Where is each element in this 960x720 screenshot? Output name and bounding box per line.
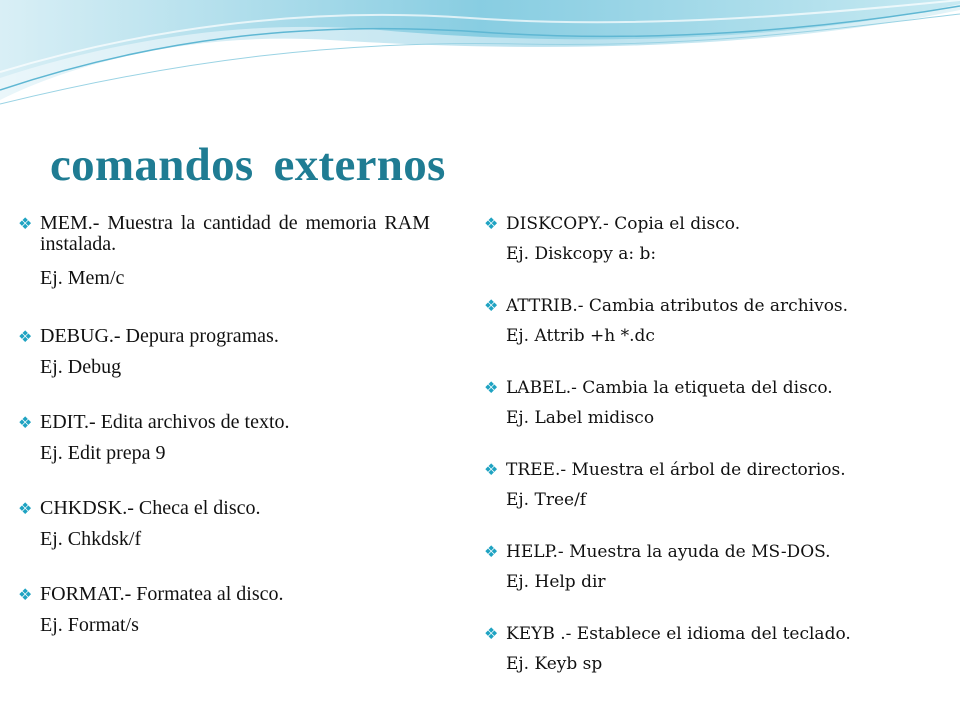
command-description: KEYB .- Establece el idioma del teclado. bbox=[506, 624, 851, 644]
command-description: ATTRIB.- Cambia atributos de archivos. bbox=[506, 296, 849, 316]
list-item bbox=[18, 584, 430, 637]
command-example: Ej. Edit prepa 9 bbox=[40, 442, 166, 464]
slide-title: comandos externos bbox=[50, 139, 446, 191]
list-item bbox=[18, 498, 430, 551]
list-item bbox=[484, 459, 954, 511]
command-description: HELP.- Muestra la ayuda de MS-DOS. bbox=[506, 542, 831, 562]
diamond-bullet-icon: ❖ bbox=[484, 624, 499, 643]
command-example: Ej. Keyb sp bbox=[506, 654, 603, 674]
command-description: DISKCOPY.- Copia el disco. bbox=[506, 214, 741, 234]
list-item bbox=[484, 623, 954, 675]
command-example: Ej. Diskcopy a: b: bbox=[506, 244, 657, 264]
list-item bbox=[18, 412, 430, 465]
command-example: Ej. Tree/f bbox=[506, 490, 587, 510]
command-description: LABEL.- Cambia la etiqueta del disco. bbox=[506, 378, 833, 398]
list-item bbox=[484, 295, 954, 347]
diamond-bullet-icon: ❖ bbox=[484, 460, 499, 479]
command-description: CHKDSK.- Checa el disco. bbox=[40, 497, 261, 519]
command-description: MEM.- Muestra la cantidad de memoria RAM instalada. bbox=[40, 212, 430, 255]
command-example: Ej. Attrib +h *.dc bbox=[506, 326, 655, 346]
diamond-bullet-icon: ❖ bbox=[18, 327, 33, 346]
diamond-bullet-icon: ❖ bbox=[484, 542, 499, 561]
left-command-list bbox=[18, 213, 430, 670]
diamond-bullet-icon: ❖ bbox=[18, 499, 33, 518]
diamond-bullet-icon: ❖ bbox=[18, 214, 33, 233]
diamond-bullet-icon: ❖ bbox=[484, 214, 499, 233]
command-description: TREE.- Muestra el árbol de directorios. bbox=[506, 460, 846, 480]
command-example: Ej. Format/s bbox=[40, 614, 139, 636]
command-description: EDIT.- Edita archivos de texto. bbox=[40, 411, 290, 433]
list-item bbox=[484, 541, 954, 593]
command-description: DEBUG.- Depura programas. bbox=[40, 325, 279, 347]
command-description: FORMAT.- Formatea al disco. bbox=[40, 583, 284, 605]
right-command-list bbox=[484, 213, 954, 705]
list-item bbox=[484, 213, 954, 265]
diamond-bullet-icon: ❖ bbox=[484, 378, 499, 397]
command-example: Ej. Chkdsk/f bbox=[40, 528, 142, 550]
list-item bbox=[484, 377, 954, 429]
list-item bbox=[18, 213, 430, 290]
diamond-bullet-icon: ❖ bbox=[18, 585, 33, 604]
diamond-bullet-icon: ❖ bbox=[18, 413, 33, 432]
list-item bbox=[18, 326, 430, 379]
command-example: Ej. Mem/c bbox=[40, 267, 125, 289]
header-wave-decoration bbox=[0, 0, 960, 115]
command-example: Ej. Help dir bbox=[506, 572, 606, 592]
command-example: Ej. Label midisco bbox=[506, 408, 655, 428]
command-example: Ej. Debug bbox=[40, 356, 122, 378]
diamond-bullet-icon: ❖ bbox=[484, 296, 499, 315]
